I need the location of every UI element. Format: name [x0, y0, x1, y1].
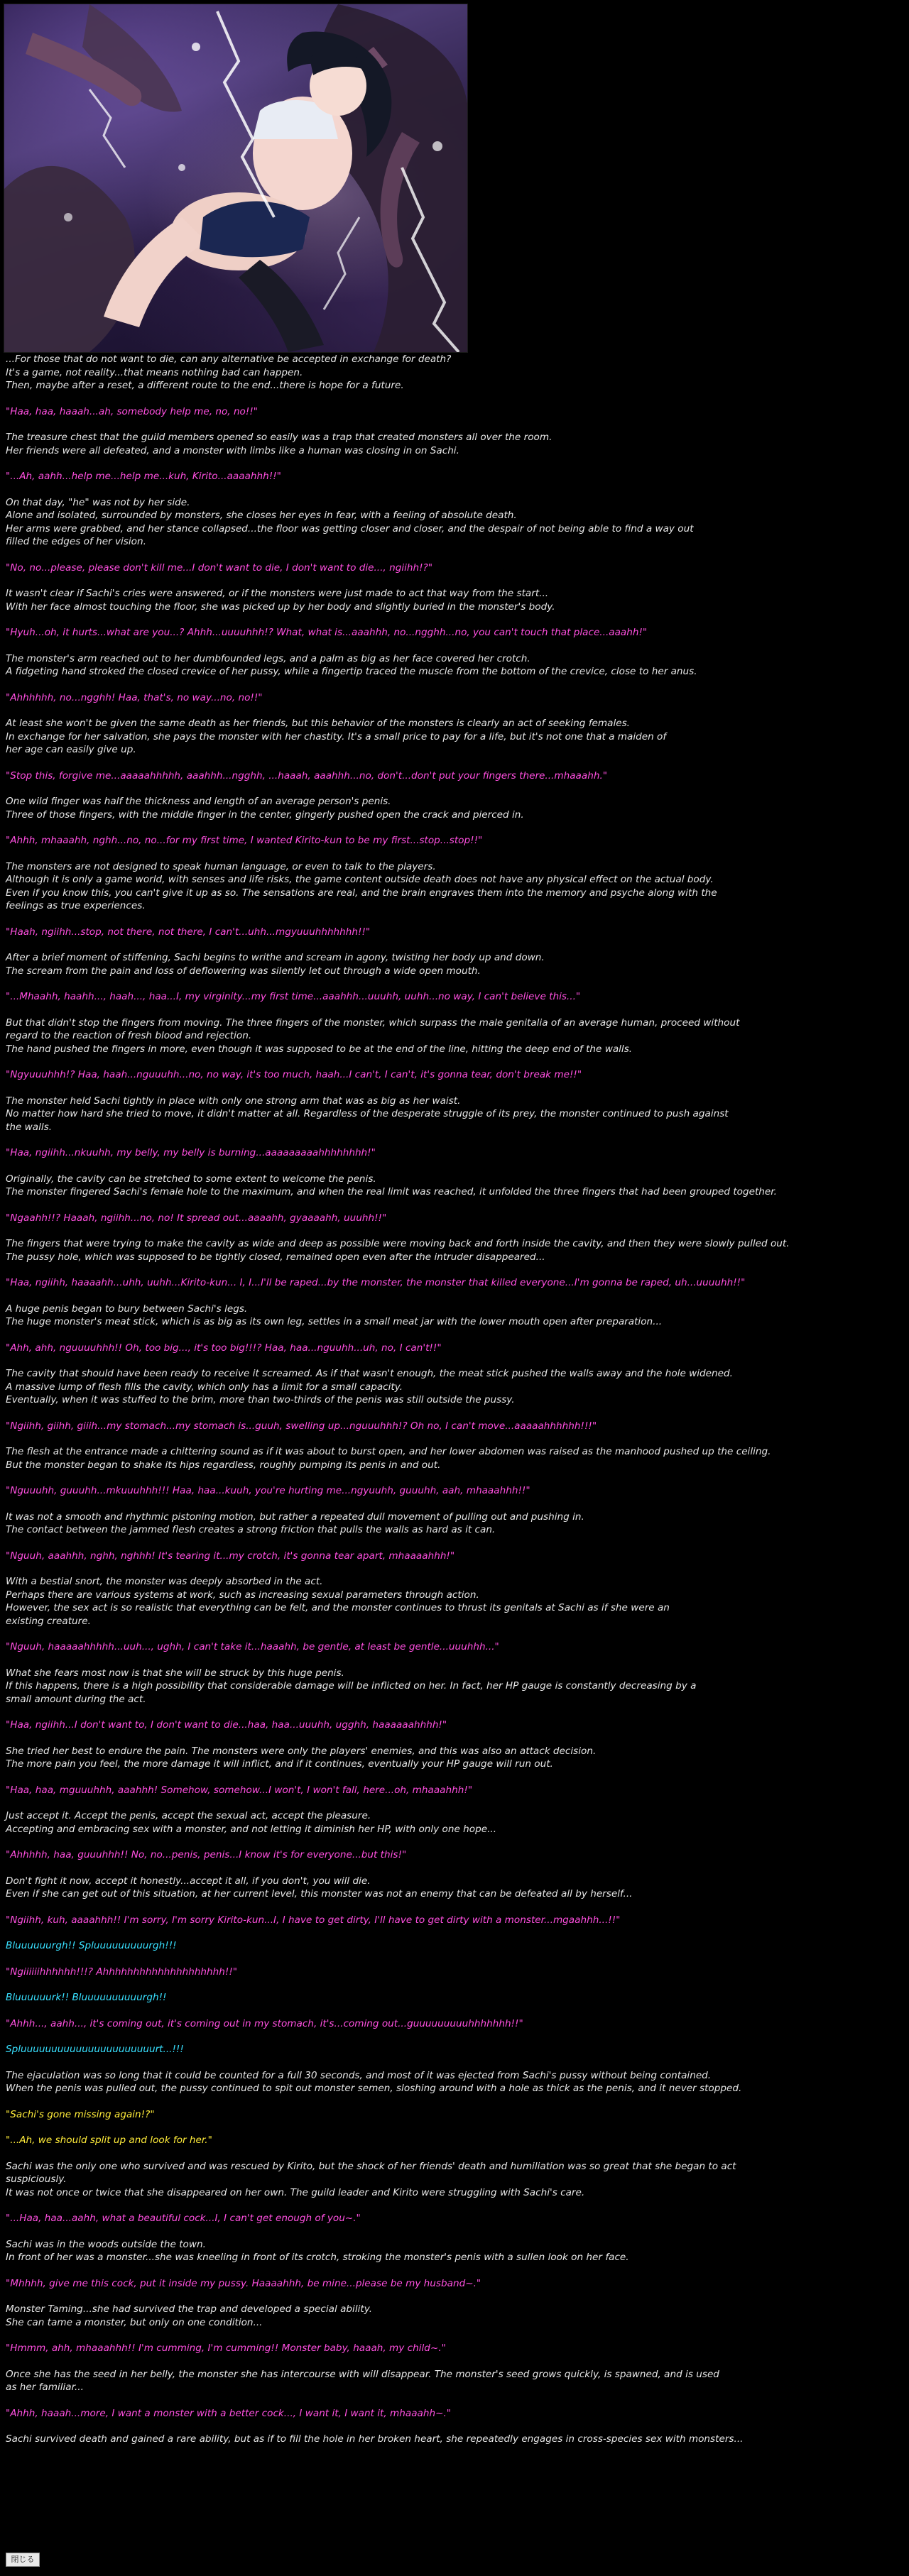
text-line: "Ahhh, mhaaahh, nghh...no, no...for my first time, I wanted Kirito-kun to be my first...stop...stop!!" — [6, 835, 483, 846]
narration-paragraph — [6, 1095, 902, 1134]
dialogue-line — [6, 626, 902, 640]
narration-paragraph — [6, 795, 902, 821]
text-line: "Stop this, forgive me...aaaaahhhhh, aaahhh...ngghh, ...haaah, aaahhh...no, don't...don't put your fingers there...mhaaahh." — [6, 769, 608, 782]
text-line: Just accept it. Accept the penis, accept the sexual act, accept the pleasure. — [6, 1810, 371, 1821]
text-line: "Ahhhhh, haa, guuuhhh!! No, no...penis, penis...I know it's for everyone...but this!" — [6, 1849, 407, 1860]
text-line: The pussy hole, which was supposed to be tightly closed, remained open even after the intruder disappeared... — [6, 1251, 545, 1263]
dialogue-line — [6, 769, 902, 783]
text-line: "Ahhh, haaah...more, I want a monster with a better cock..., I want it, I want it, mhaaahh~." — [6, 2407, 452, 2419]
text-line: No matter how hard she tried to move, it didn't matter at all. Regardless of the desperate struggle of its prey, the monster continued to push against — [6, 1108, 729, 1119]
narration-paragraph — [6, 860, 902, 913]
dialogue-line — [6, 1966, 902, 1979]
text-line: "Sachi's gone missing again!?" — [6, 2108, 155, 2120]
text-line: "Ngiihh, kuh, aaaahhh!! I'm sorry, I'm sorry Kirito-kun...I, I have to get dirty, I'll have to get dirty with a monster...mgaahhh...!!" — [6, 1914, 621, 1926]
text-line: Monster Taming...she had survived the trap and developed a special ability. — [6, 2303, 373, 2315]
text-line: "Nguuh, haaaaahhhhh...uuh..., ughh, I can't take it...haaahh, be gentle, at least be gentle...uuuhhh..." — [6, 1641, 499, 1653]
narration-paragraph — [6, 2433, 902, 2446]
narration-paragraph — [6, 2160, 902, 2200]
text-line: the walls. — [6, 1121, 53, 1133]
sound-effect — [6, 2043, 902, 2056]
narration-paragraph — [6, 1745, 902, 1771]
text-line: One wild finger was half the thickness and length of an average person's penis. — [6, 796, 391, 807]
text-line: Originally, the cavity can be stretched to some extent to welcome the penis. — [6, 1173, 376, 1185]
text-line: "Haa, ngiihh, haaaahh...uhh, uuhh...Kirito-kun... I, I...I'll be raped...by the monster, the monster that killed everyone...I'm gonna be raped, uh...uuuuhh!!" — [6, 1277, 746, 1288]
text-line: She tried her best to endure the pain. The monsters were only the players' enemies, and this was also an attack decision. — [6, 1745, 597, 1757]
text-line: ...For those that do not want to die, can any alternative be accepted in exchange for death? — [6, 353, 452, 365]
sound-effect — [6, 1939, 902, 1953]
dialogue-line — [6, 2134, 902, 2147]
text-line: Even if you know this, you can't give it up as so. The sensations are real, and the brain engraves them into the memory and psyche along with the — [6, 887, 717, 899]
dialogue-line — [6, 1640, 902, 1654]
text-line: Don't fight it now, accept it honestly...accept it all, if you don't, you will die. — [6, 1875, 371, 1887]
dialogue-line — [6, 1276, 902, 1290]
dialogue-line — [6, 1484, 902, 1498]
text-line: The contact between the jammed flesh creates a strong friction that pulls the walls as hard as it can. — [6, 1524, 496, 1535]
text-line: A fidgeting hand stroked the closed crevice of her pussy, while a fingertip traced the muscle from the bottom of the crevice, close to her anus. — [6, 666, 697, 677]
text-line: "Nguuuhh, guuuhh...mkuuuhhh!!! Haa, haa...kuuh, you're hurting me...ngyuuhh, guuuhh, aah, mhaaahhh!!" — [6, 1485, 530, 1496]
dialogue-line — [6, 1146, 902, 1160]
story-text — [6, 353, 902, 2459]
text-line: "...Mhaahh, haahh..., haah..., haa...I, my virginity...my first time...aaahhh...uuuhh, uuhh...no way, I can't believe this..." — [6, 991, 581, 1002]
text-line: The monster fingered Sachi's female hole to the maximum, and when the real limit was reached, it unfolded the three fingers that had been grouped together. — [6, 1186, 777, 1197]
close-button[interactable]: 閉じる — [6, 2553, 40, 2567]
text-line: It was not once or twice that she disappeared on her own. The guild leader and Kirito were struggling with Sachi's care. — [6, 2186, 585, 2198]
narration-paragraph — [6, 2069, 902, 2095]
text-line: It's a game, not reality...that means nothing bad can happen. — [6, 366, 303, 378]
narration-paragraph — [6, 1809, 902, 1836]
text-line: With a bestial snort, the monster was deeply absorbed in the act. — [6, 1576, 323, 1587]
text-line: feelings as true experiences. — [6, 900, 146, 911]
narration-paragraph — [6, 2238, 902, 2264]
text-line: "Ngiihh, giihh, giiih...my stomach...my stomach is...guuh, swelling up...nguuuhhh!? Oh no, I can't move...aaaaahhhhhh!!!" — [6, 1420, 597, 1432]
text-line: "Haa, ngiihh...I don't want to, I don't want to die...haa, haa...uuuhh, ugghh, haaaaaahhhh!" — [6, 1719, 447, 1731]
dialogue-line — [6, 2407, 902, 2421]
text-line: Eventually, when it was stuffed to the brim, more than two-thirds of the penis was still outside the pussy. — [6, 1394, 515, 1405]
text-line: Three of those fingers, with the middle finger in the center, gingerly pushed open the crack and pierced in. — [6, 809, 524, 821]
text-line: However, the sex act is so realistic that everything can be felt, and the monster continues to thrust its genitals at Sachi as if she were an — [6, 1602, 670, 1613]
text-line: The cavity that should have been ready to receive it screamed. As if that wasn't enough, the meat stick pushed the walls away and the hole widened. — [6, 1368, 733, 1379]
text-line: "Ngiiiiiihhhhhh!!!? Ahhhhhhhhhhhhhhhhhhhh!!" — [6, 1966, 238, 1978]
dialogue-line — [6, 561, 902, 575]
sound-effect — [6, 1991, 902, 2005]
dialogue-line — [6, 1550, 902, 1563]
narration-paragraph — [6, 1575, 902, 1628]
text-line: "Ngaahh!!? Haaah, ngiihh...no, no! It spread out...aaaahh, gyaaaahh, uuuhh!!" — [6, 1212, 387, 1224]
narration-paragraph — [6, 717, 902, 757]
text-line: The more pain you feel, the more damage it will inflict, and if it continues, eventually your HP gauge will run out. — [6, 1758, 553, 1770]
dialogue-line — [6, 2342, 902, 2355]
text-line: The huge monster's meat stick, which is as big as its own leg, settles in a small meat jar with the lower mouth open after preparation... — [6, 1316, 663, 1327]
narration-paragraph — [6, 1173, 902, 1199]
text-line: as her familiar... — [6, 2382, 84, 2393]
text-line: It wasn't clear if Sachi's cries were answered, or if the monsters were just made to act that way from the start... — [6, 588, 549, 599]
narration-paragraph — [6, 1303, 902, 1329]
narration-paragraph — [6, 652, 902, 679]
dialogue-line — [6, 2108, 902, 2122]
text-line: Bluuuuuurk!! Bluuuuuuuuuurgh!! — [6, 1992, 167, 2003]
text-line: With her face almost touching the floor, she was picked up by her body and slightly buried in the monster's body. — [6, 601, 555, 613]
text-line: her age can easily give up. — [6, 744, 136, 755]
text-line: "Hyuh...oh, it hurts...what are you...? Ahhh...uuuuhhh!? What, what is...aaahhh, no...ngghh...no, you can't touch that place...aaahh!" — [6, 627, 648, 638]
text-line: The monster held Sachi tightly in place with only one strong arm that was as big as her waist. — [6, 1095, 461, 1107]
narration-paragraph — [6, 1875, 902, 1901]
dialogue-line — [6, 1848, 902, 1862]
text-line: small amount during the act. — [6, 1693, 146, 1705]
narration-paragraph — [6, 587, 902, 613]
text-line: After a brief moment of stiffening, Sachi begins to writhe and scream in agony, twisting her body up and down. — [6, 952, 545, 963]
narration-paragraph — [6, 1445, 902, 1471]
dialogue-line — [6, 1068, 902, 1082]
dialogue-line — [6, 1420, 902, 1433]
text-line: "Ahhhhhh, no...ngghh! Haa, that's, no way...no, no!!" — [6, 691, 263, 703]
text-line: "Haa, haa, mguuuhhh, aaahhh! Somehow, somehow...I won't, I won't fall, here...oh, mhaaahhh!" — [6, 1784, 473, 1796]
text-line: Her friends were all defeated, and a monster with limbs like a human was closing in on Sachi. — [6, 444, 459, 456]
text-line: The flesh at the entrance made a chittering sound as if it was about to burst open, and her lower abdomen was raised as the manhood pushed up the ceiling. — [6, 1446, 771, 1457]
narration-paragraph — [6, 353, 902, 393]
dialogue-line — [6, 1914, 902, 1927]
text-line: Once she has the seed in her belly, the monster she has intercourse with will disappear. The monster's seed grows quickly, is spawned, and is used — [6, 2368, 719, 2380]
text-line: "Haah, ngiihh...stop, not there, not there, I can't...uhh...mgyuuuhhhhhhh!!" — [6, 926, 371, 938]
text-line: "Haa, haa, haaah...ah, somebody help me, no, no!!" — [6, 405, 258, 417]
narration-paragraph — [6, 1237, 902, 1264]
narration-paragraph — [6, 1511, 902, 1537]
text-line: Sachi was in the woods outside the town. — [6, 2238, 206, 2250]
narration-paragraph — [6, 496, 902, 549]
text-line: At least she won't be given the same death as her friends, but this behavior of the monsters is clearly an act of seeking females. — [6, 718, 630, 729]
dialogue-line — [6, 1342, 902, 1355]
text-line: If this happens, there is a high possibility that considerable damage will be inflicted on her. In fact, her HP gauge is constantly decreasing by a — [6, 1680, 697, 1692]
text-line: In front of her was a monster...she was kneeling in front of its crotch, stroking the monster's penis with a sullen look on her face. — [6, 2252, 629, 2263]
text-line: filled the edges of her vision. — [6, 536, 146, 547]
text-line: What she fears most now is that she will be struck by this huge penis. — [6, 1667, 344, 1679]
text-line: suspiciously. — [6, 2174, 67, 2185]
text-line: "Ahh, ahh, nguuuuhhh!! Oh, too big..., it's too big!!!? Haa, haa...nguuhh...uh, no, I can't!!" — [6, 1342, 442, 1354]
text-line: A massive lump of flesh fills the cavity, which only has a limit for a small capacity. — [6, 1381, 403, 1393]
text-line: The fingers that were trying to make the cavity as wide and deep as possible were moving back and forth inside the cavity, and then they were slowly pulled out. — [6, 1238, 790, 1249]
text-line: Her arms were grabbed, and her stance collapsed...the floor was getting closer and closer, and the despair of not being able to find a way out — [6, 522, 694, 535]
dialogue-line — [6, 2277, 902, 2291]
narration-paragraph — [6, 431, 902, 457]
text-line: Accepting and embracing sex with a monster, and not letting it diminish her HP, with only one hope... — [6, 1823, 497, 1835]
text-line: The monster's arm reached out to her dumbfounded legs, and a palm as big as her face covered her crotch. — [6, 652, 530, 664]
text-line: "Ahhh..., aahh..., it's coming out, it's coming out in my stomach, it's...coming out...guuuuuuuuuhhhhhhh!!" — [6, 2017, 523, 2029]
text-line: The hand pushed the fingers in more, even though it was supposed to be at the end of the line, hitting the deep end of the walls. — [6, 1043, 633, 1055]
text-line: But the monster began to shake its hips regardless, roughly pumping its penis in and out. — [6, 1459, 441, 1471]
illustration-artwork — [4, 4, 467, 352]
dialogue-line — [6, 2017, 902, 2031]
text-line: Sachi was the only one who survived and was rescued by Kirito, but the shock of her friends' death and humiliation was so great that she began to act — [6, 2160, 736, 2172]
narration-paragraph — [6, 2368, 902, 2394]
text-line: Perhaps there are various systems at work, such as increasing sexual parameters through action. — [6, 1589, 479, 1601]
narration-paragraph — [6, 1367, 902, 1407]
text-line: regard to the reaction of fresh blood and rejection. — [6, 1030, 252, 1041]
narration-paragraph — [6, 1016, 902, 1056]
text-line: "No, no...please, please don't kill me...I don't want to die, I don't want to die..., ngiihh!?" — [6, 561, 433, 574]
text-line: It was not a smooth and rhythmic pistoning motion, but rather a repeated dull movement of pulling out and pushing in. — [6, 1511, 584, 1523]
text-line: "Mhhhh, give me this cock, put it inside my pussy. Haaaahhh, be mine...please be my husband~." — [6, 2277, 481, 2289]
text-line: "...Ah, aahh...help me...help me...kuh, Kirito...aaaahhh!!" — [6, 471, 281, 482]
dialogue-line — [6, 691, 902, 705]
text-line: Then, maybe after a reset, a different route to the end...there is hope for a future. — [6, 380, 404, 391]
text-line: "...Ah, we should split up and look for her." — [6, 2134, 212, 2146]
dialogue-line — [6, 2212, 902, 2225]
text-line: Even if she can get out of this situation, at her current level, this monster was not an enemy that can be defeated all by herself... — [6, 1888, 633, 1900]
text-line: Sachi survived death and gained a rare ability, but as if to fill the hole in her broken heart, she repeatedly engages in cross-species sex with monsters... — [6, 2433, 744, 2445]
dialogue-line — [6, 470, 902, 483]
text-line: The monsters are not designed to speak human language, or even to talk to the players. — [6, 860, 436, 872]
narration-paragraph — [6, 2303, 902, 2329]
text-line: On that day, "he" was not by her side. — [6, 496, 190, 508]
text-line: existing creature. — [6, 1615, 91, 1627]
text-line: The treasure chest that the guild members opened so easily was a trap that created monsters all over the room. — [6, 432, 553, 443]
dialogue-line — [6, 990, 902, 1004]
text-line: "Hmmm, ahh, mhaaahhh!! I'm cumming, I'm cumming!! Monster baby, haaah, my child~." — [6, 2342, 446, 2354]
text-line: Bluuuuuurgh!! Spluuuuuuuuurgh!!! — [6, 1940, 177, 1951]
text-line: In exchange for her salvation, she pays the monster with her chastity. It's a small price to pay for a life, but it's not one that a maiden of — [6, 730, 667, 742]
dialogue-line — [6, 834, 902, 848]
text-line: "Nguuh, aaahhh, nghh, nghhh! It's tearing it...my crotch, it's gonna tear apart, mhaaaahhh!" — [6, 1550, 455, 1562]
narration-paragraph — [6, 1667, 902, 1706]
dialogue-line — [6, 1212, 902, 1225]
dialogue-line — [6, 405, 902, 419]
text-line: Alone and isolated, surrounded by monsters, she closes her eyes in fear, with a feeling of absolute death. — [6, 510, 517, 521]
dialogue-line — [6, 1719, 902, 1732]
dialogue-line — [6, 1784, 902, 1797]
text-line: "Haa, ngiihh...nkuuhh, my belly, my belly is burning...aaaaaaaaahhhhhhhh!" — [6, 1147, 376, 1158]
text-line: The ejaculation was so long that it could be counted for a full 30 seconds, and most of it was ejected from Sachi's pussy without being contained. — [6, 2069, 712, 2081]
text-line: She can tame a monster, but only on one condition... — [6, 2316, 263, 2328]
dialogue-line — [6, 926, 902, 939]
text-line: The scream from the pain and loss of deflowering was silently let out through a wide open mouth. — [6, 965, 481, 977]
narration-paragraph — [6, 951, 902, 977]
text-line: When the penis was pulled out, the pussy continued to spit out monster semen, sloshing around with a hole as thick as the penis, and it never stopped. — [6, 2083, 742, 2094]
text-line: Although it is only a game world, with senses and life risks, the game content outside death does not have any physical effect on the actual body. — [6, 874, 714, 885]
text-line: A huge penis began to bury between Sachi's legs. — [6, 1303, 248, 1315]
text-line: "Ngyuuuhhh!? Haa, haah...nguuuhh...no, no way, it's too much, haah...I can't, I can't, it's gonna tear, don't break me!!" — [6, 1069, 582, 1080]
cg-illustration — [4, 4, 468, 353]
text-line: "...Haa, haa...aahh, what a beautiful cock...I, I can't get enough of you~." — [6, 2213, 361, 2224]
text-line: Spluuuuuuuuuuuuuuuuuuuuuurt...!!! — [6, 2044, 184, 2055]
text-line: But that didn't stop the fingers from moving. The three fingers of the monster, which surpass the male genitalia of an average human, proceed without — [6, 1016, 740, 1029]
